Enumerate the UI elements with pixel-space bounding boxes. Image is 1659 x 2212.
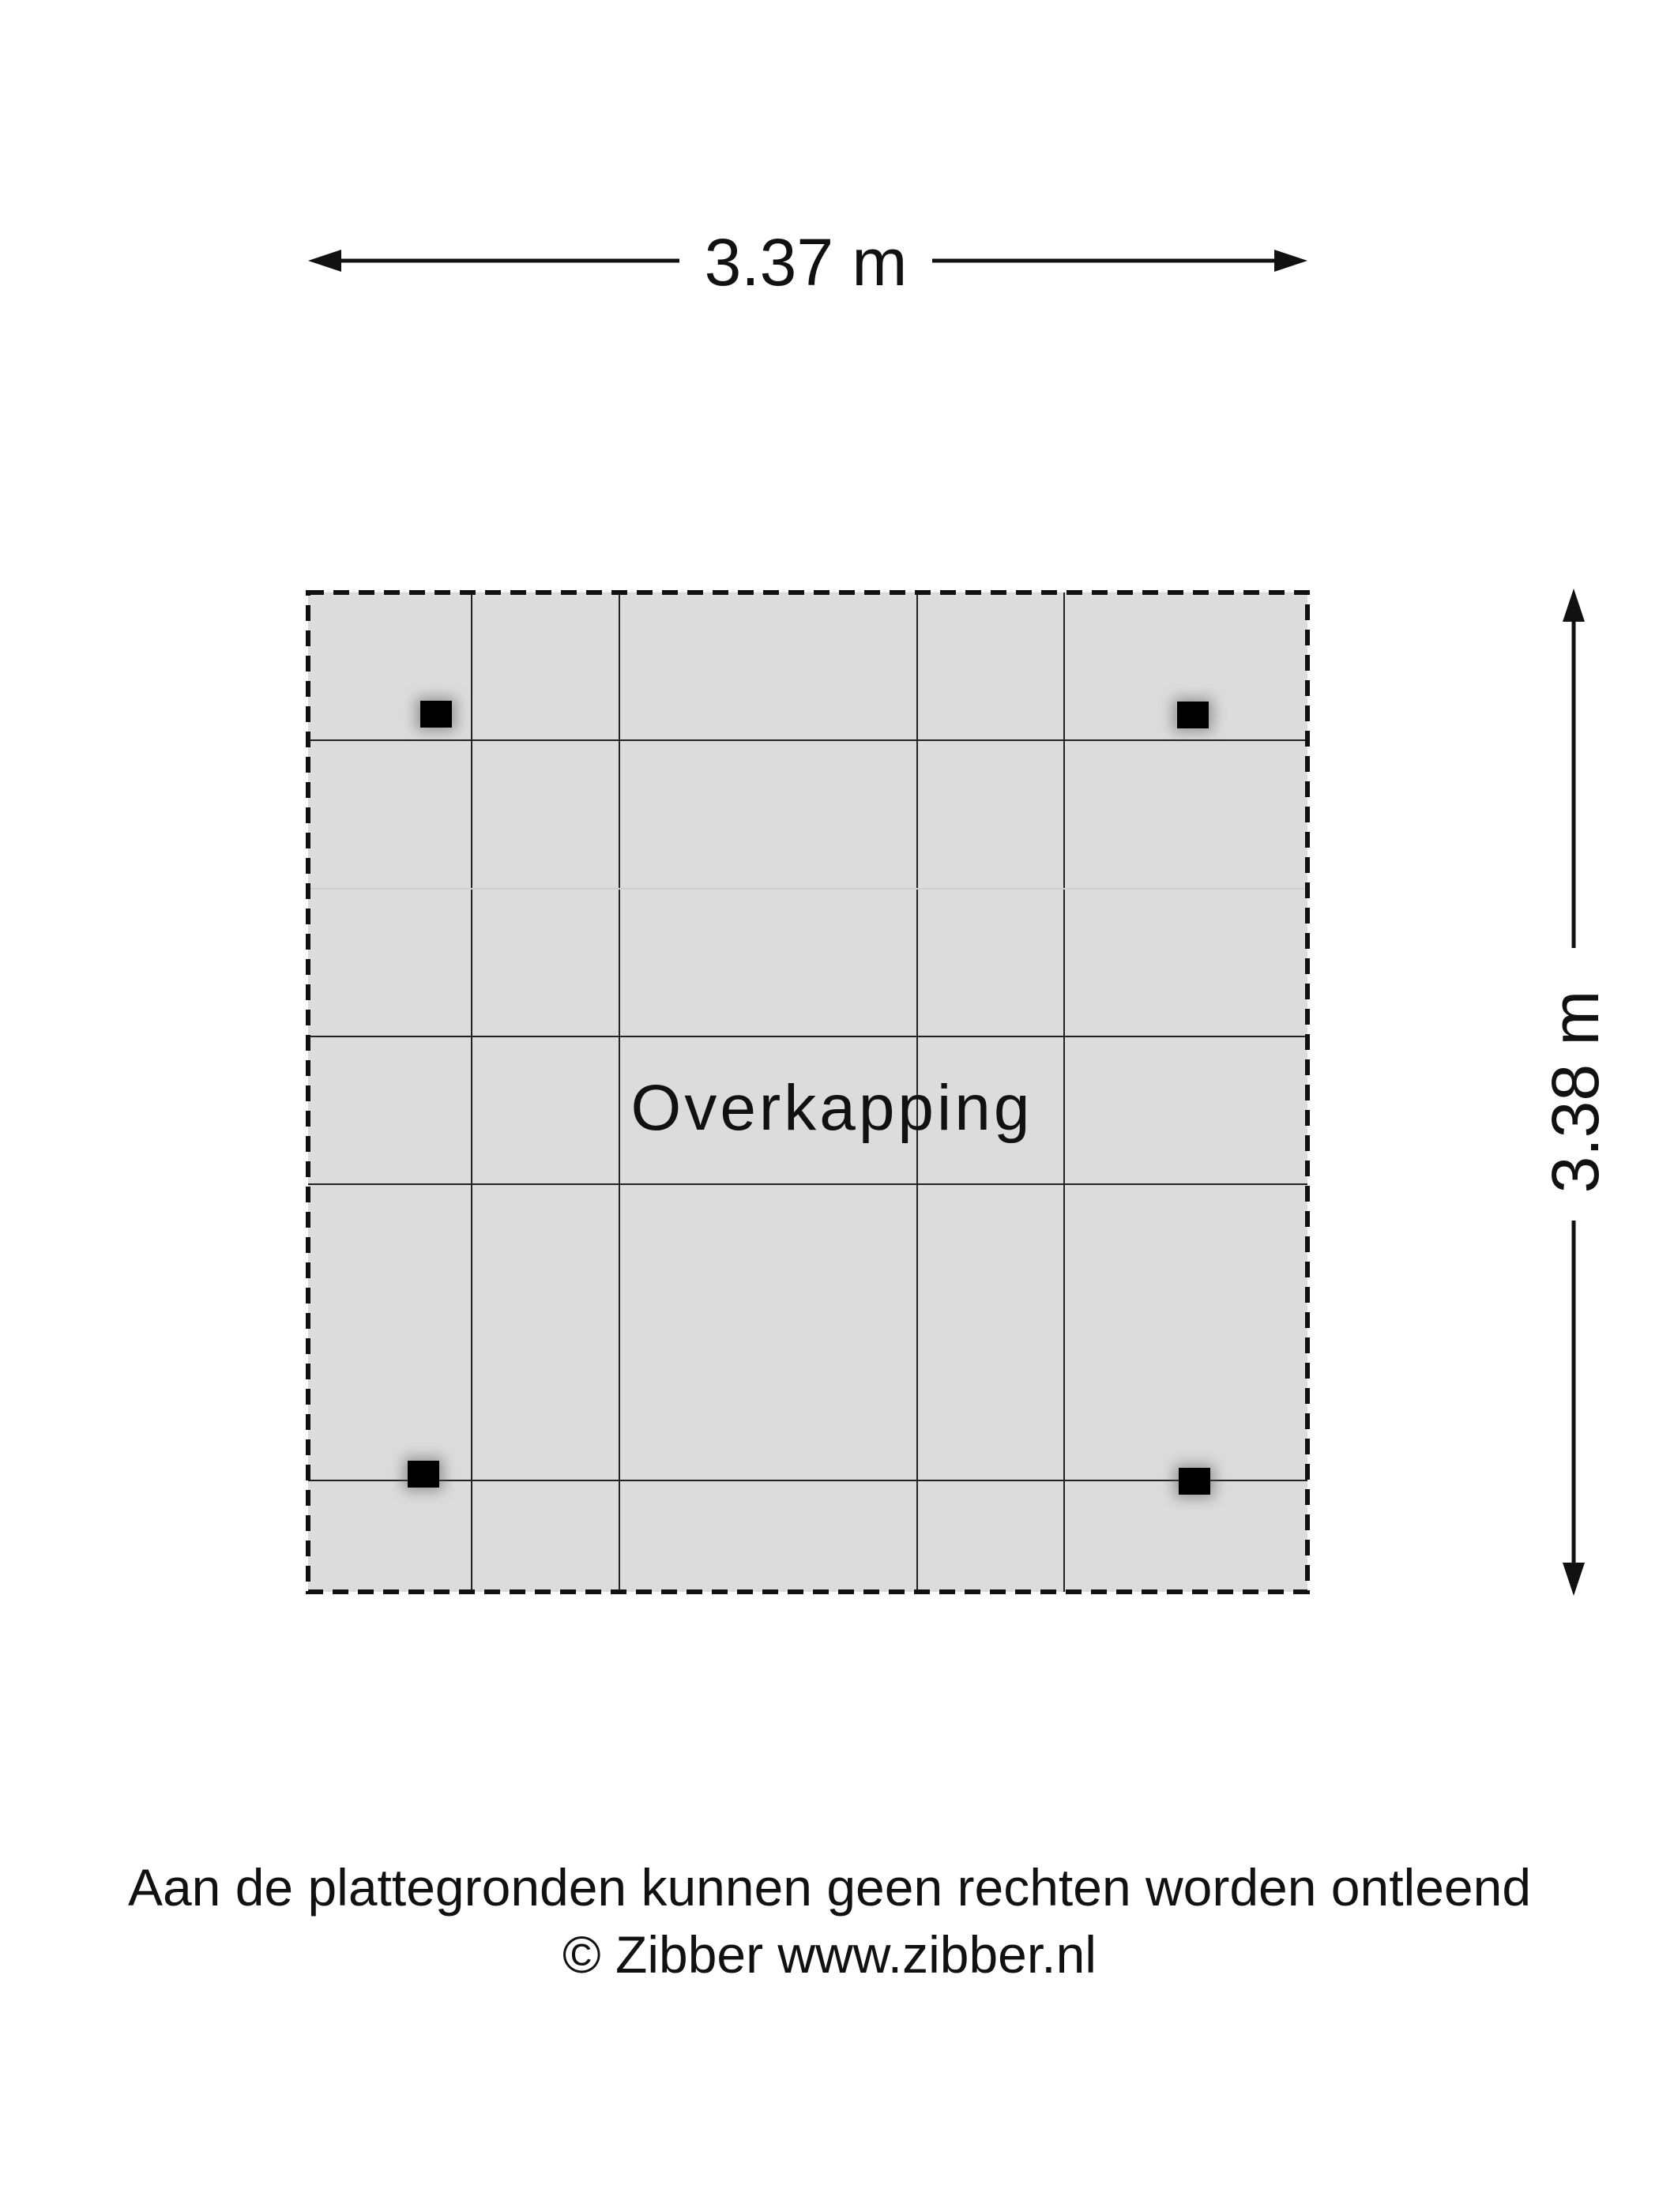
arrow-up-icon: [1563, 589, 1585, 622]
arrow-left-icon: [308, 250, 341, 272]
room-name: Overkapping: [630, 1072, 1033, 1144]
height-dimension: [1538, 589, 1612, 1596]
post-top-left: [416, 698, 456, 731]
room-overkapping: [308, 592, 1307, 1592]
arrow-down-icon: [1563, 1563, 1585, 1596]
disclaimer-text: Aan de plattegronden kunnen geen rechten worden ontleend: [127, 1858, 1532, 1917]
width-dimension: [308, 225, 1307, 299]
post-bottom-right: [1175, 1465, 1214, 1498]
height-label: 3.38 m: [1538, 990, 1612, 1194]
width-label: 3.37 m: [704, 225, 908, 299]
copyright-text: © Zibber www.zibber.nl: [562, 1925, 1097, 1984]
post-top-right: [1173, 698, 1213, 732]
post-bottom-left: [404, 1458, 443, 1491]
arrow-right-icon: [1274, 250, 1307, 272]
